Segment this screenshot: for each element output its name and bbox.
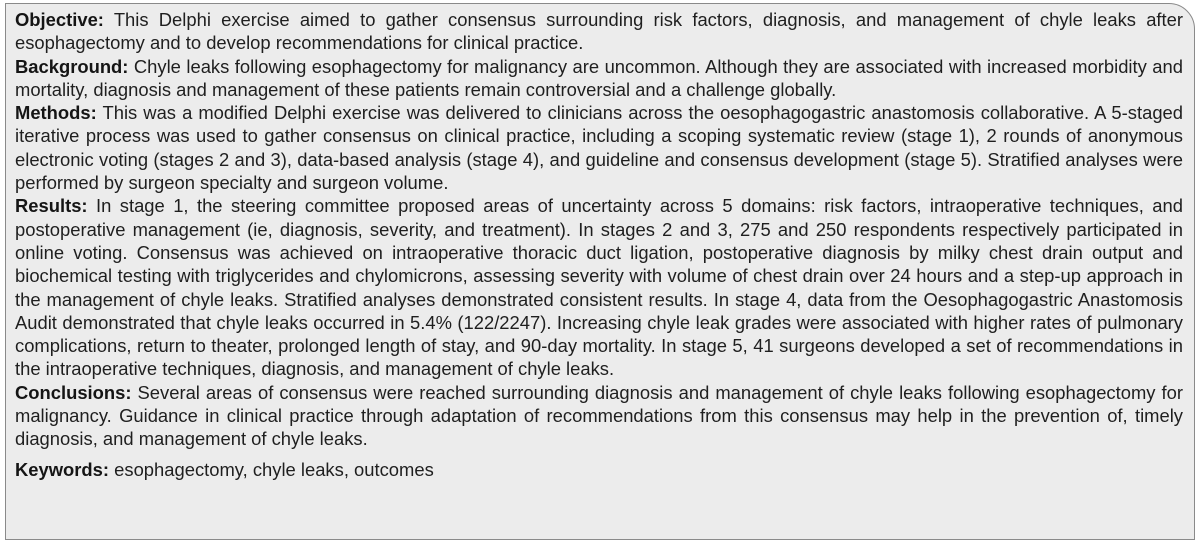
objective-section — [15, 8, 1183, 55]
results-section — [15, 194, 1183, 380]
section-label: Conclusions: — [15, 381, 132, 403]
keywords-text: esophagectomy, chyle leaks, outcomes — [114, 458, 434, 480]
methods-section — [15, 101, 1183, 194]
section-text: In stage 1, the steering committee proposed areas of uncertainty across 5 domains: risk factors, intraoperative techniques, and postoperative management (ie, diagnosis, severity, and treatment). In stages 2 and 3, 275 and 250 respondents respectively participated in online voting. Consensus was achieved on intraoperative thoracic duct ligation, postoperative diagnosis by milky chest drain output and biochemical testing with triglycerides and chylomicrons, assessing severity with volume of chest drain over 24 hours and a step-up approach in the management of chyle leaks. Stratified analyses demonstrated consistent results. In stage 4, data from the Oesophagogastric Anastomosis Audit demonstrated that chyle leaks occurred in 5.4% (122/2247). Increasing chyle leak grades were associated with higher rates of pulmonary complications, return to theater, prolonged length of stay, and 90-day mortality. In stage 5, 41 surgeons developed a set of recommendations in the intraoperative techniques, diagnosis, and management of chyle leaks. — [15, 195, 1183, 380]
section-label: Objective: — [15, 9, 104, 30]
abstract-box — [5, 3, 1195, 540]
keywords-label: Keywords: — [15, 458, 110, 480]
background-section — [15, 55, 1183, 102]
conclusions-section — [15, 381, 1183, 451]
section-text: This Delphi exercise aimed to gather consensus surrounding risk factors, diagnosis, and management of chyle leaks after esophagectomy and to develop recommendations for clinical practice. — [15, 9, 1183, 54]
section-label: Results: — [15, 195, 88, 217]
section-label: Methods: — [15, 102, 97, 124]
section-text: This was a modified Delphi exercise was delivered to clinicians across the oesophagogastric anastomosis collaborative. A 5-staged iterative process was used to gather consensus on clinical practice, including a scoping systematic review (stage 1), 2 rounds of anonymous electronic voting (stages 2 and 3), data-based analysis (stage 4), and guideline and consensus development (stage 5). Stratified analyses were performed by surgeon specialty and surgeon volume. — [15, 102, 1184, 194]
keywords-section — [15, 458, 1183, 481]
section-text: Chyle leaks following esophagectomy for malignancy are uncommon. Although they are associated with increased morbidity and mortality, diagnosis and management of these patients remain controversial and a challenge globally. — [15, 55, 1183, 100]
section-text: Several areas of consensus were reached surrounding diagnosis and management of chyle leaks following esophagectomy for malignancy. Guidance in clinical practice through adaptation of recommendations from this consensus may help in the prevention of, timely diagnosis, and management of chyle leaks. — [15, 381, 1183, 450]
section-label: Background: — [15, 55, 129, 77]
